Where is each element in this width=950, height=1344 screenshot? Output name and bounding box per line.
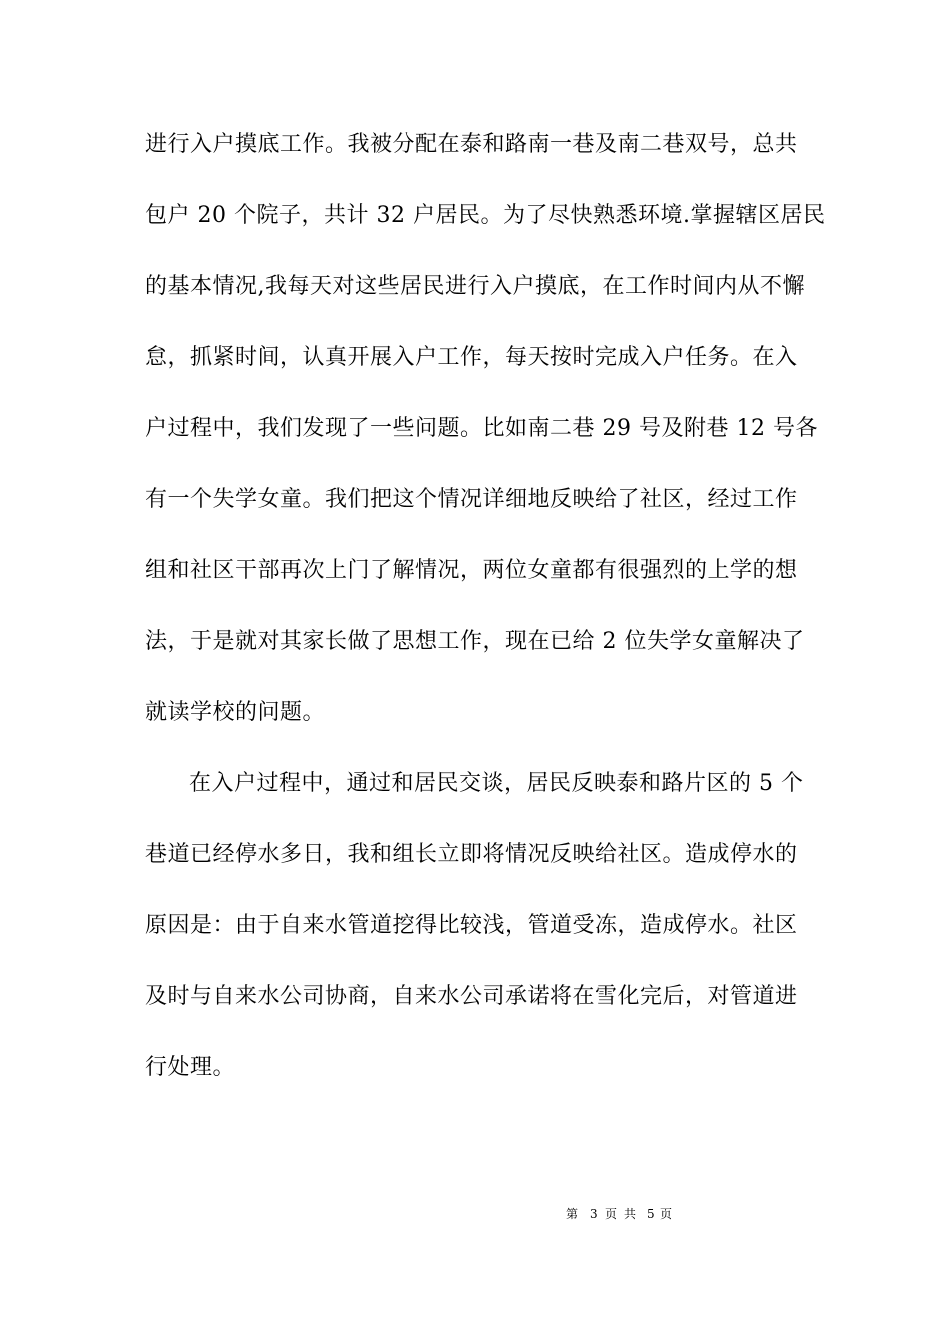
text-line: 户过程中，我们发现了一些问题。比如南二巷 29 号及附巷 12 号各 — [145, 416, 818, 441]
text-line: 及时与自来水公司协商，自来水公司承诺将在雪化完后，对管道进 — [145, 984, 798, 1009]
footer-total-pages: 5 — [647, 1207, 655, 1221]
text-line: 原因是：由于自来水管道挖得比较浅，管道受冻，造成停水。社区 — [145, 913, 798, 938]
footer-current-page: 3 — [590, 1207, 598, 1221]
text-line: 组和社区干部再次上门了解情况，两位女童都有很强烈的上学的想 — [145, 558, 798, 583]
text-line: 法，于是就对其家长做了思想工作，现在已给 2 位失学女童解决了 — [145, 629, 805, 654]
paragraph-start-line: 在入户过程中，通过和居民交谈，居民反映泰和路片区的 5 个 — [189, 771, 804, 796]
text-line: 有一个失学女童。我们把这个情况详细地反映给了社区，经过工作 — [145, 487, 798, 512]
text-line: 包户 20 个院子，共计 32 户居民。为了尽快熟悉环境.掌握辖区居民 — [145, 203, 826, 228]
text-line: 进行入户摸底工作。我被分配在泰和路南一巷及南二巷双号，总共 — [145, 132, 798, 157]
text-line: 怠，抓紧时间，认真开展入户工作，每天按时完成入户任务。在入 — [145, 345, 798, 370]
text-line: 行处理。 — [145, 1055, 236, 1080]
text-line: 就读学校的问题。 — [145, 700, 326, 725]
text-line: 巷道已经停水多日，我和组长立即将情况反映给社区。造成停水的 — [145, 842, 798, 867]
footer-ye: 页 — [660, 1207, 673, 1221]
body-text — [145, 109, 826, 1103]
text-line: 的基本情况,我每天对这些居民进行入户摸底，在工作时间内从不懈 — [145, 274, 805, 299]
footer-ye: 页 — [605, 1207, 618, 1221]
footer-gong: 共 — [624, 1207, 637, 1221]
footer-di: 第 — [566, 1207, 579, 1221]
